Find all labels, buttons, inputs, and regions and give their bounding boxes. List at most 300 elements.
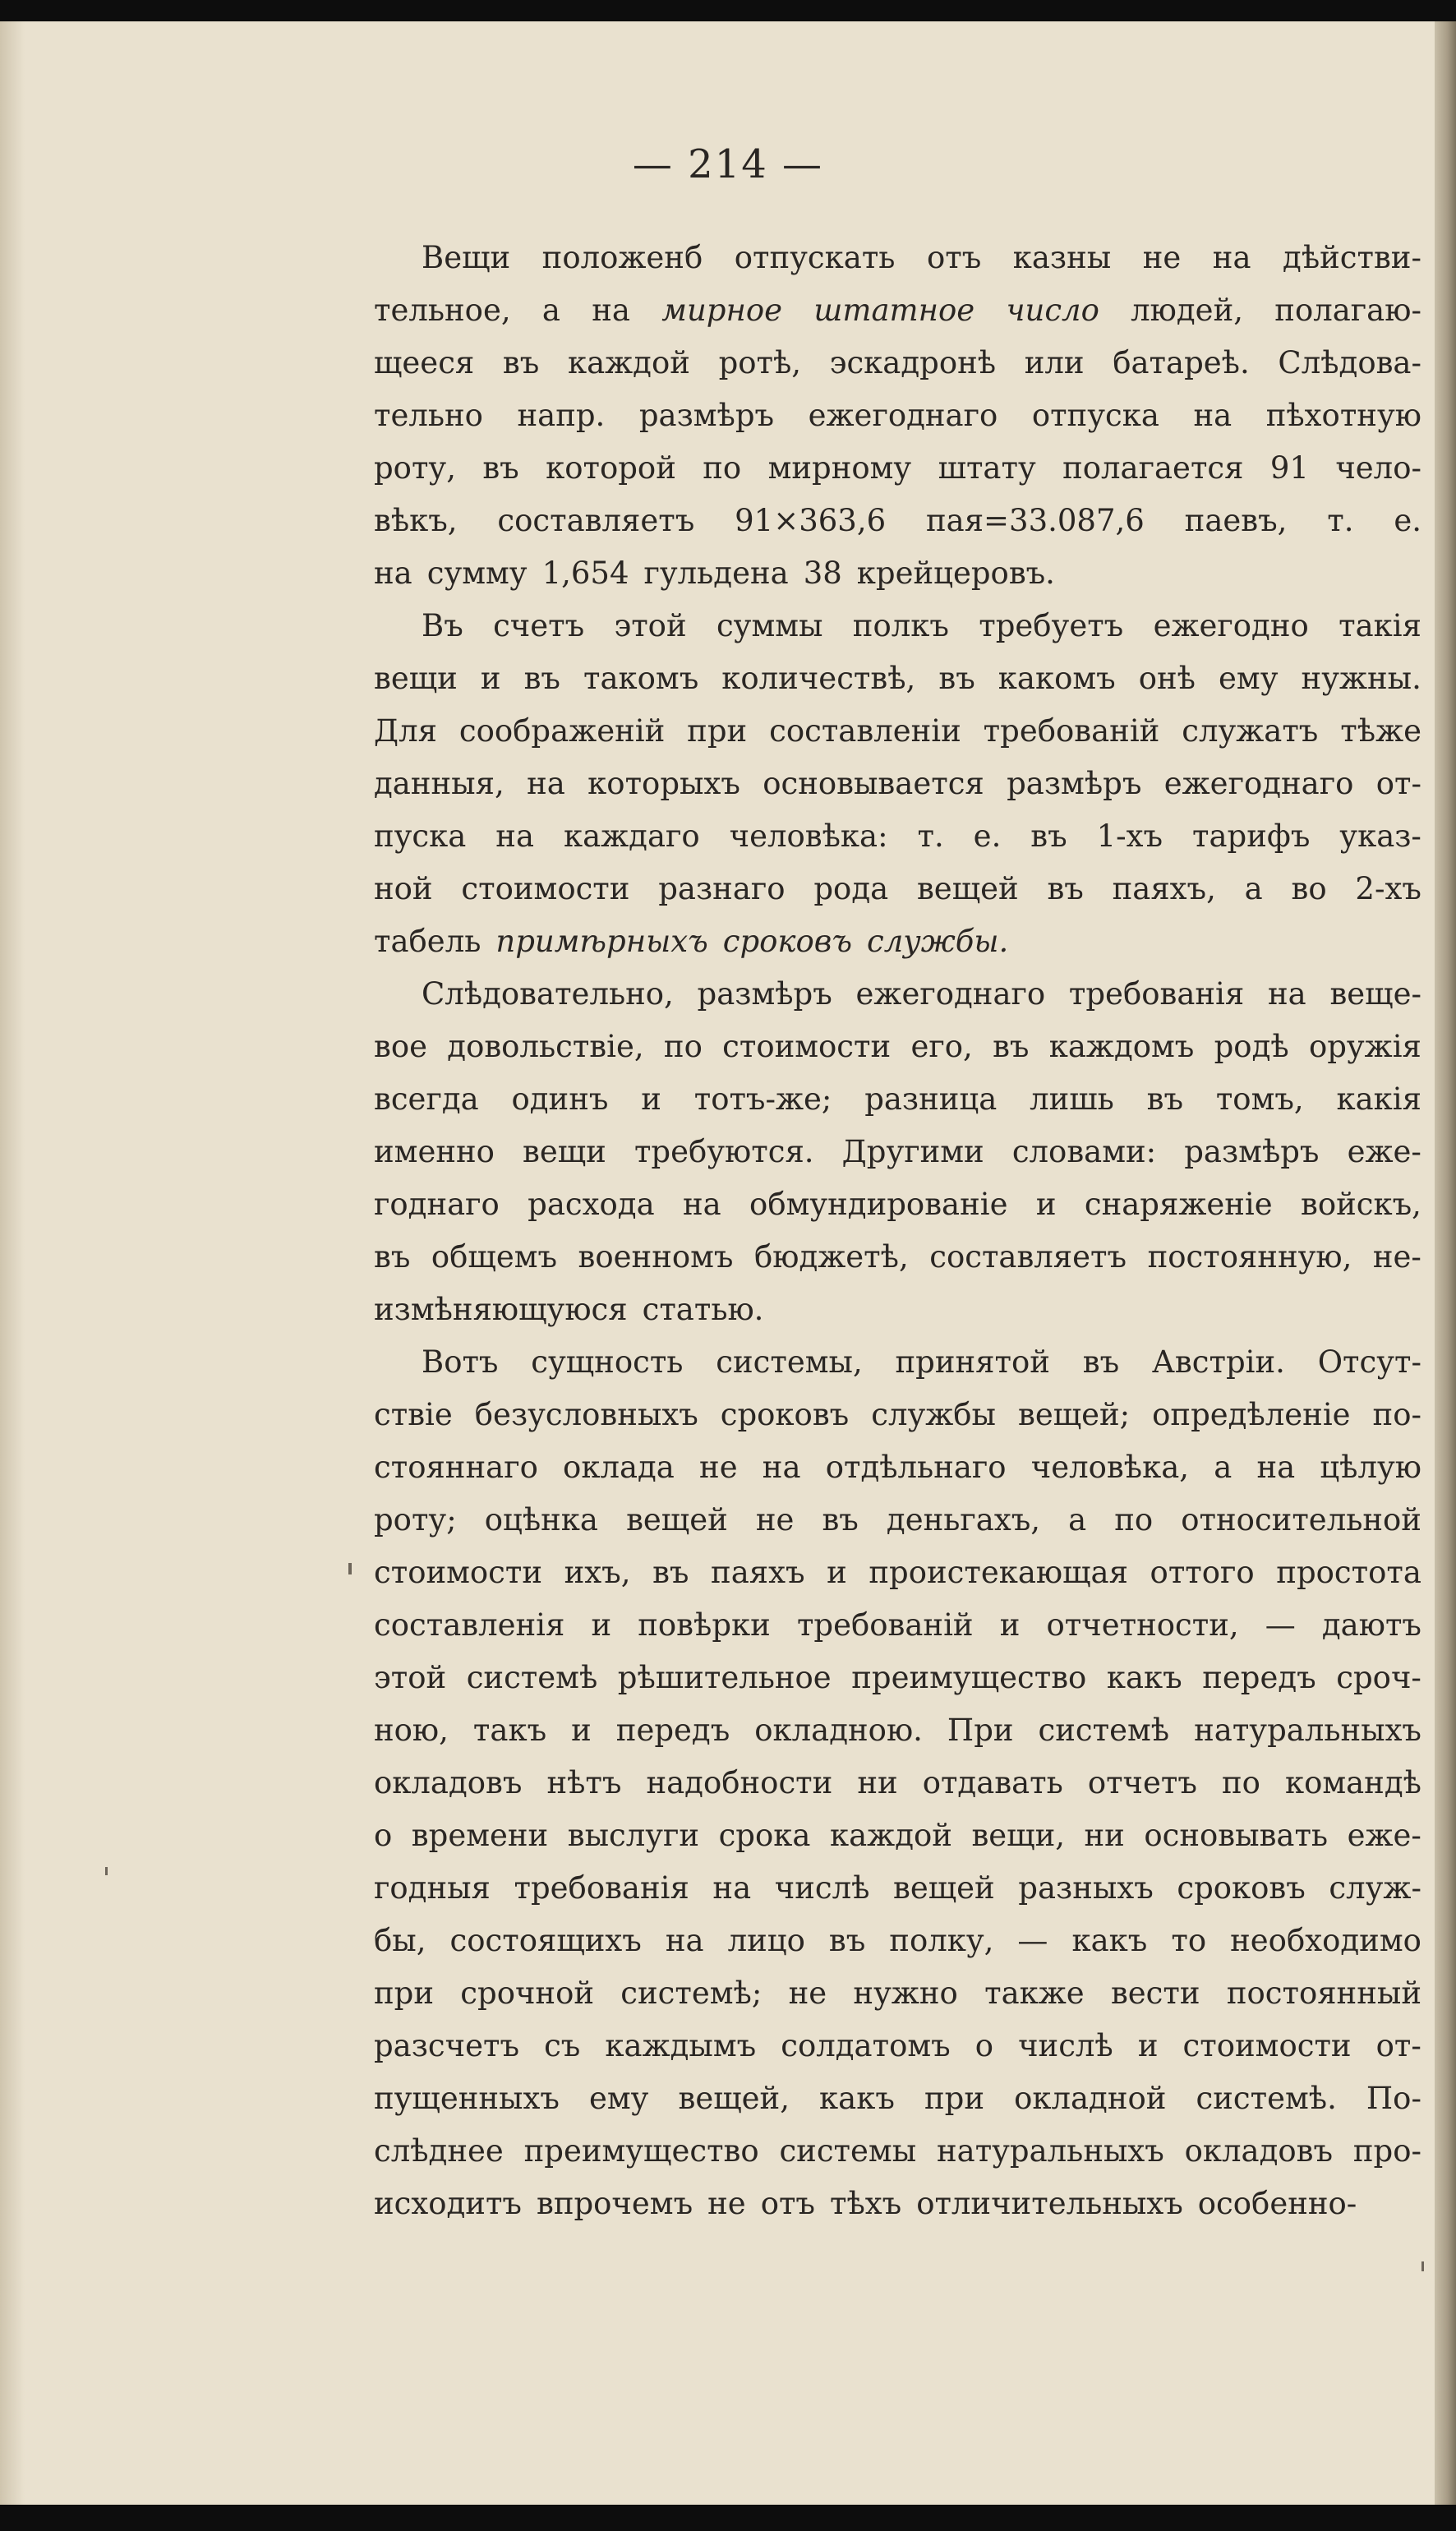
- text-line: [374, 1704, 1421, 1757]
- word: составленія: [374, 1607, 565, 1643]
- word: ежегоднаго: [855, 976, 1046, 1012]
- word: Слѣдова-: [1278, 345, 1421, 380]
- text-line: [374, 2125, 1421, 2178]
- paragraph: [374, 968, 1421, 1336]
- word: полагаю-: [1274, 293, 1421, 328]
- word: окладною.: [754, 1713, 923, 1748]
- text-line: [374, 810, 1421, 863]
- word: размѣръ: [1007, 766, 1142, 801]
- word: примѣрныхъ: [495, 924, 708, 959]
- word: е.: [973, 818, 1002, 854]
- word: ротѣ,: [718, 345, 802, 380]
- word: словами:: [1011, 1134, 1157, 1169]
- word: въ: [1047, 871, 1084, 906]
- word: какомъ: [998, 661, 1116, 696]
- word: отъ: [760, 2186, 815, 2221]
- word: опредѣленіе: [1152, 1397, 1351, 1432]
- word: въ: [822, 1502, 859, 1538]
- word: лицо: [727, 1923, 805, 1958]
- text-line: [374, 705, 1421, 758]
- word: еже-: [1347, 1818, 1421, 1853]
- text-line: [374, 758, 1421, 810]
- word: бы,: [374, 1923, 426, 1958]
- word: каждомъ: [1048, 1029, 1195, 1064]
- word: повѣрки: [638, 1607, 771, 1643]
- word: табель: [374, 924, 481, 959]
- word: служатъ: [1182, 713, 1319, 749]
- word: относительной: [1181, 1502, 1421, 1538]
- word: сроковъ: [720, 1397, 850, 1432]
- word: нужно: [853, 1975, 958, 2011]
- margin-mark: [1421, 2261, 1424, 2271]
- word: стоимости: [461, 871, 630, 906]
- word: войскъ,: [1301, 1187, 1421, 1222]
- text-line: [374, 1599, 1421, 1652]
- word: ежегоднаго: [1163, 766, 1354, 801]
- text-line: [374, 1336, 1421, 1389]
- word: каждаго: [563, 818, 700, 854]
- word: не: [755, 1502, 795, 1538]
- word: ной: [374, 871, 433, 906]
- word: разнаго: [658, 871, 786, 906]
- word: мирное: [661, 293, 783, 328]
- word: ежегодно: [1153, 608, 1309, 643]
- text-line: [374, 1967, 1421, 2020]
- word: на: [762, 1450, 801, 1485]
- word: каждой: [829, 1818, 952, 1853]
- word: составленіи: [769, 713, 961, 749]
- word: слѣднее: [374, 2133, 504, 2169]
- word: про-: [1352, 2133, 1421, 2169]
- word: ни: [1084, 1818, 1125, 1853]
- word: преимущество: [851, 1660, 1087, 1695]
- word: въ: [652, 1555, 689, 1590]
- word: составляетъ: [497, 503, 695, 538]
- text-line: [374, 1021, 1421, 1073]
- word: состоящихъ: [449, 1923, 642, 1958]
- word: Въ: [422, 608, 463, 643]
- text-line: [374, 1231, 1421, 1284]
- word: лишь: [1030, 1081, 1114, 1117]
- word: эскадронѣ: [829, 345, 997, 380]
- word: вещей: [626, 1502, 728, 1538]
- text-line: [374, 442, 1421, 495]
- word: соображеній: [458, 713, 666, 749]
- text-line: [374, 915, 1421, 968]
- word: или: [1024, 345, 1085, 380]
- word: довольствіе,: [447, 1029, 644, 1064]
- word: въ: [993, 1029, 1030, 1064]
- word: окладной: [1014, 2081, 1167, 2116]
- word: Другими: [841, 1134, 984, 1169]
- word: паяхъ,: [1112, 871, 1216, 906]
- word: ствіе: [374, 1397, 453, 1432]
- word: а: [1244, 871, 1263, 906]
- text-line: [374, 1073, 1421, 1126]
- text-line: [374, 1757, 1421, 1810]
- word: при: [374, 1975, 435, 2011]
- word: снаряженіе: [1084, 1187, 1273, 1222]
- word: системѣ: [1038, 1713, 1170, 1748]
- word: проистекающая: [869, 1555, 1128, 1590]
- word: разсчетъ: [374, 2028, 520, 2063]
- word: на: [1256, 1450, 1296, 1485]
- word: отчетности,: [1046, 1607, 1239, 1643]
- word: пая=33.087,6: [925, 503, 1145, 538]
- word: числѣ: [774, 1870, 870, 1906]
- word: онѣ: [1138, 661, 1196, 696]
- word: не-: [1372, 1239, 1421, 1275]
- word: безусловныхъ: [474, 1397, 698, 1432]
- word: и: [591, 1607, 612, 1643]
- text-line: [374, 1915, 1421, 1967]
- word: а: [1068, 1502, 1087, 1538]
- word: требованія: [514, 1870, 689, 1906]
- word: —: [1017, 1923, 1048, 1958]
- word: на: [495, 818, 535, 854]
- word: щееся: [374, 345, 475, 380]
- word: т.: [917, 818, 944, 854]
- word: вѣкъ,: [374, 503, 458, 538]
- word: стоимости: [1182, 2028, 1352, 2063]
- word: рѣшительное: [617, 1660, 832, 1695]
- word: каждымъ: [605, 2028, 757, 2063]
- word: 91: [1269, 450, 1309, 486]
- word: 91×363,6: [735, 503, 887, 538]
- word: стоимости: [374, 1555, 543, 1590]
- word: а: [1214, 1450, 1233, 1485]
- word: вещей,: [678, 2081, 790, 2116]
- text-line: [374, 2072, 1421, 2125]
- word: нѣтъ: [546, 1765, 622, 1800]
- word: на: [527, 766, 565, 801]
- word: томъ,: [1215, 1081, 1304, 1117]
- word: основывать: [1144, 1818, 1329, 1853]
- word: стояннаго: [374, 1450, 538, 1485]
- word: одинъ: [511, 1081, 609, 1117]
- word: Вещи: [422, 240, 511, 275]
- word: е.: [1394, 503, 1421, 538]
- word: преимущество: [523, 2133, 759, 2169]
- word: выслуги: [567, 1818, 700, 1853]
- word: еже-: [1347, 1134, 1421, 1169]
- word: роту;: [374, 1502, 457, 1538]
- text-line: [374, 495, 1421, 547]
- word: данныя,: [374, 766, 505, 801]
- word: по: [1221, 1765, 1260, 1800]
- word: исходитъ: [374, 2186, 522, 2221]
- word: по: [663, 1029, 703, 1064]
- word: сроковъ: [1177, 1870, 1306, 1906]
- word: человѣка,: [1030, 1450, 1190, 1485]
- word: системѣ;: [620, 1975, 763, 2011]
- word: именно: [374, 1134, 495, 1169]
- word: 1,654: [541, 556, 629, 591]
- word: необходимо: [1230, 1923, 1421, 1958]
- word: и: [1035, 1187, 1057, 1222]
- word: тельно: [374, 398, 483, 433]
- word: также: [984, 1975, 1085, 2011]
- text-line: [374, 1389, 1421, 1441]
- word: вести: [1110, 1975, 1200, 2011]
- word: указ-: [1339, 818, 1421, 854]
- word: тѣже: [1340, 713, 1421, 749]
- word: паевъ,: [1184, 503, 1288, 538]
- word: размѣръ: [638, 398, 775, 433]
- word: По-: [1366, 2081, 1421, 2116]
- word: системѣ: [466, 1660, 598, 1695]
- word: размѣръ: [697, 976, 832, 1012]
- word: отъ: [926, 240, 982, 275]
- word: въ: [1082, 1344, 1120, 1380]
- text-line: [374, 652, 1421, 705]
- word: суммы: [716, 608, 823, 643]
- word: какія: [1336, 1081, 1421, 1117]
- text-line: [374, 337, 1421, 390]
- scan-right-page-edge: [1435, 21, 1456, 2505]
- word: его,: [910, 1029, 973, 1064]
- word: отпускать: [734, 240, 896, 275]
- text-line: [374, 1284, 1421, 1336]
- word: человѣка:: [729, 818, 888, 854]
- word: Австріи.: [1151, 1344, 1285, 1380]
- word: и: [999, 1607, 1021, 1643]
- word: которыхъ: [587, 766, 740, 801]
- word: веще-: [1329, 976, 1421, 1012]
- word: ему: [1219, 661, 1279, 696]
- word: съ: [544, 2028, 581, 2063]
- word: въ: [502, 345, 540, 380]
- text-line: [374, 1178, 1421, 1231]
- word: отчетъ: [1087, 1765, 1197, 1800]
- text-line: [374, 1441, 1421, 1494]
- word: годныя: [374, 1870, 491, 1906]
- word: роту,: [374, 450, 456, 486]
- word: служ-: [1329, 1870, 1421, 1906]
- word: разница: [864, 1081, 998, 1117]
- word: и: [571, 1713, 592, 1748]
- word: вещи: [523, 1134, 606, 1169]
- word: на: [374, 556, 412, 591]
- word: на: [1193, 398, 1233, 433]
- word: годнаго: [374, 1187, 500, 1222]
- word: и: [641, 1081, 661, 1117]
- word: такъ: [472, 1713, 547, 1748]
- word: во: [1291, 871, 1327, 906]
- text-line: [374, 547, 1421, 600]
- word: число: [1006, 293, 1099, 328]
- word: всегда: [374, 1081, 479, 1117]
- text-line: [374, 1810, 1421, 1862]
- word: напр.: [517, 398, 606, 433]
- word: системы: [779, 2133, 917, 2169]
- word: не: [707, 2186, 746, 2221]
- word: постоянный: [1226, 1975, 1421, 2011]
- scan-top-border: [0, 0, 1456, 21]
- margin-mark: [105, 1867, 108, 1875]
- word: окладовъ: [374, 1765, 523, 1800]
- word: оклада: [563, 1450, 675, 1485]
- word: солдатомъ: [781, 2028, 951, 2063]
- word: родѣ: [1214, 1029, 1289, 1064]
- word: особенно-: [1197, 2186, 1357, 2221]
- word: окладовъ: [1184, 2133, 1334, 2169]
- word: статью.: [642, 1292, 764, 1327]
- word: даютъ: [1321, 1607, 1421, 1643]
- word: въ: [374, 1239, 411, 1275]
- word: надобности: [646, 1765, 833, 1800]
- word: вещей: [893, 1870, 995, 1906]
- word: количествѣ,: [721, 661, 916, 696]
- word: сумму: [426, 556, 528, 591]
- word: сроч-: [1336, 1660, 1421, 1695]
- word: въ: [828, 1923, 866, 1958]
- word: о: [975, 2028, 994, 2063]
- word: расхода: [528, 1187, 655, 1222]
- word: въ: [938, 661, 975, 696]
- word: по: [703, 450, 742, 486]
- word: общемъ: [431, 1239, 558, 1275]
- word: срочной: [460, 1975, 595, 2011]
- word: Слѣдовательно,: [422, 976, 674, 1012]
- word: вещи: [374, 661, 458, 696]
- page-number: — 214 —: [632, 141, 824, 187]
- word: какъ: [1071, 1923, 1148, 1958]
- word: мирному: [767, 450, 912, 486]
- word: деньгахъ,: [886, 1502, 1041, 1538]
- word: —: [1265, 1607, 1296, 1643]
- word: счетъ: [493, 608, 585, 643]
- word: отпуска: [1031, 398, 1159, 433]
- word: ему: [588, 2081, 649, 2116]
- word: при: [687, 713, 748, 749]
- word: людей,: [1131, 293, 1243, 328]
- word: времени: [411, 1818, 549, 1853]
- word: Для: [374, 713, 437, 749]
- word: натуральныхъ: [936, 2133, 1164, 2169]
- word: пуска: [374, 818, 467, 854]
- text-line: [374, 1547, 1421, 1599]
- word: полкъ: [852, 608, 949, 643]
- word: на: [665, 1923, 704, 1958]
- word: а: [541, 293, 560, 328]
- word: 38: [803, 556, 842, 591]
- word: вещей;: [1017, 1397, 1131, 1432]
- word: простота: [1276, 1555, 1421, 1590]
- word: не: [1142, 240, 1182, 275]
- word: по-: [1372, 1397, 1421, 1432]
- word: батареѣ.: [1113, 345, 1250, 380]
- word: чело-: [1335, 450, 1421, 486]
- word: такія: [1339, 608, 1421, 643]
- word: системѣ.: [1196, 2081, 1337, 2116]
- word: крейцеровъ.: [856, 556, 1055, 591]
- text-line: [374, 390, 1421, 442]
- word: не: [788, 1975, 827, 2011]
- word: рода: [813, 871, 889, 906]
- word: въ: [482, 450, 519, 486]
- word: измѣняющуюся: [374, 1292, 628, 1327]
- word: Вотъ: [422, 1344, 499, 1380]
- word: казны: [1012, 240, 1112, 275]
- word: отличительныхъ: [916, 2186, 1183, 2221]
- word: и: [827, 1555, 847, 1590]
- word: числѣ: [1018, 2028, 1113, 2063]
- word: составляетъ: [929, 1239, 1127, 1275]
- word: 2-хъ: [1355, 871, 1421, 906]
- word: оттого: [1150, 1555, 1255, 1590]
- word: въ: [1030, 818, 1067, 854]
- word: вещи,: [971, 1818, 1065, 1853]
- word: т.: [1327, 503, 1354, 538]
- word: натуральныхъ: [1194, 1713, 1421, 1748]
- word: на: [1267, 976, 1306, 1012]
- text-line: [374, 2020, 1421, 2072]
- word: стоимости: [722, 1029, 892, 1064]
- word: положенб: [541, 240, 703, 275]
- word: При: [947, 1713, 1014, 1748]
- word: постоянную,: [1147, 1239, 1352, 1275]
- word: полагается: [1062, 450, 1244, 486]
- word: какъ: [1106, 1660, 1182, 1695]
- word: обмундированіе: [749, 1187, 1008, 1222]
- word: паяхъ: [711, 1555, 805, 1590]
- word: размѣръ: [1184, 1134, 1320, 1169]
- word: передъ: [1202, 1660, 1316, 1695]
- scan-left-shade: [0, 21, 25, 2505]
- paragraph: [374, 1336, 1421, 2230]
- word: отдѣльнаго: [825, 1450, 1007, 1485]
- paragraph: [374, 232, 1421, 600]
- word: вещей: [916, 871, 1019, 906]
- word: на: [712, 1870, 752, 1906]
- word: на: [682, 1187, 721, 1222]
- word: ною,: [374, 1713, 449, 1748]
- word: при: [924, 2081, 984, 2116]
- word: ежегоднаго: [808, 398, 998, 433]
- word: цѣлую: [1320, 1450, 1421, 1485]
- word: тотъ-же;: [693, 1081, 832, 1117]
- word: такомъ: [583, 661, 699, 696]
- word: службы.: [867, 924, 1009, 959]
- word: впрочемъ: [536, 2186, 693, 2221]
- text-line: [374, 1126, 1421, 1178]
- word: от-: [1375, 766, 1421, 801]
- text-line: [374, 232, 1421, 284]
- word: командѣ: [1284, 1765, 1421, 1800]
- word: требуетъ: [979, 608, 1124, 643]
- text-line: [374, 1494, 1421, 1547]
- word: и: [480, 661, 501, 696]
- word: не: [699, 1450, 738, 1485]
- margin-mark: [348, 1563, 352, 1574]
- paragraph: [374, 600, 1421, 968]
- word: требуются.: [634, 1134, 814, 1169]
- word: требованій: [796, 1607, 974, 1643]
- word: въ: [523, 661, 560, 696]
- word: на: [1212, 240, 1251, 275]
- word: тельное,: [374, 293, 511, 328]
- word: по: [1114, 1502, 1154, 1538]
- body-text: [374, 232, 1421, 2230]
- word: службы: [871, 1397, 996, 1432]
- word: основывается: [763, 766, 984, 801]
- scan-bottom-border: [0, 2505, 1456, 2531]
- word: которой: [546, 450, 676, 486]
- word: гульдена: [643, 556, 789, 591]
- text-line: [374, 1862, 1421, 1915]
- word: сроковъ: [722, 924, 852, 959]
